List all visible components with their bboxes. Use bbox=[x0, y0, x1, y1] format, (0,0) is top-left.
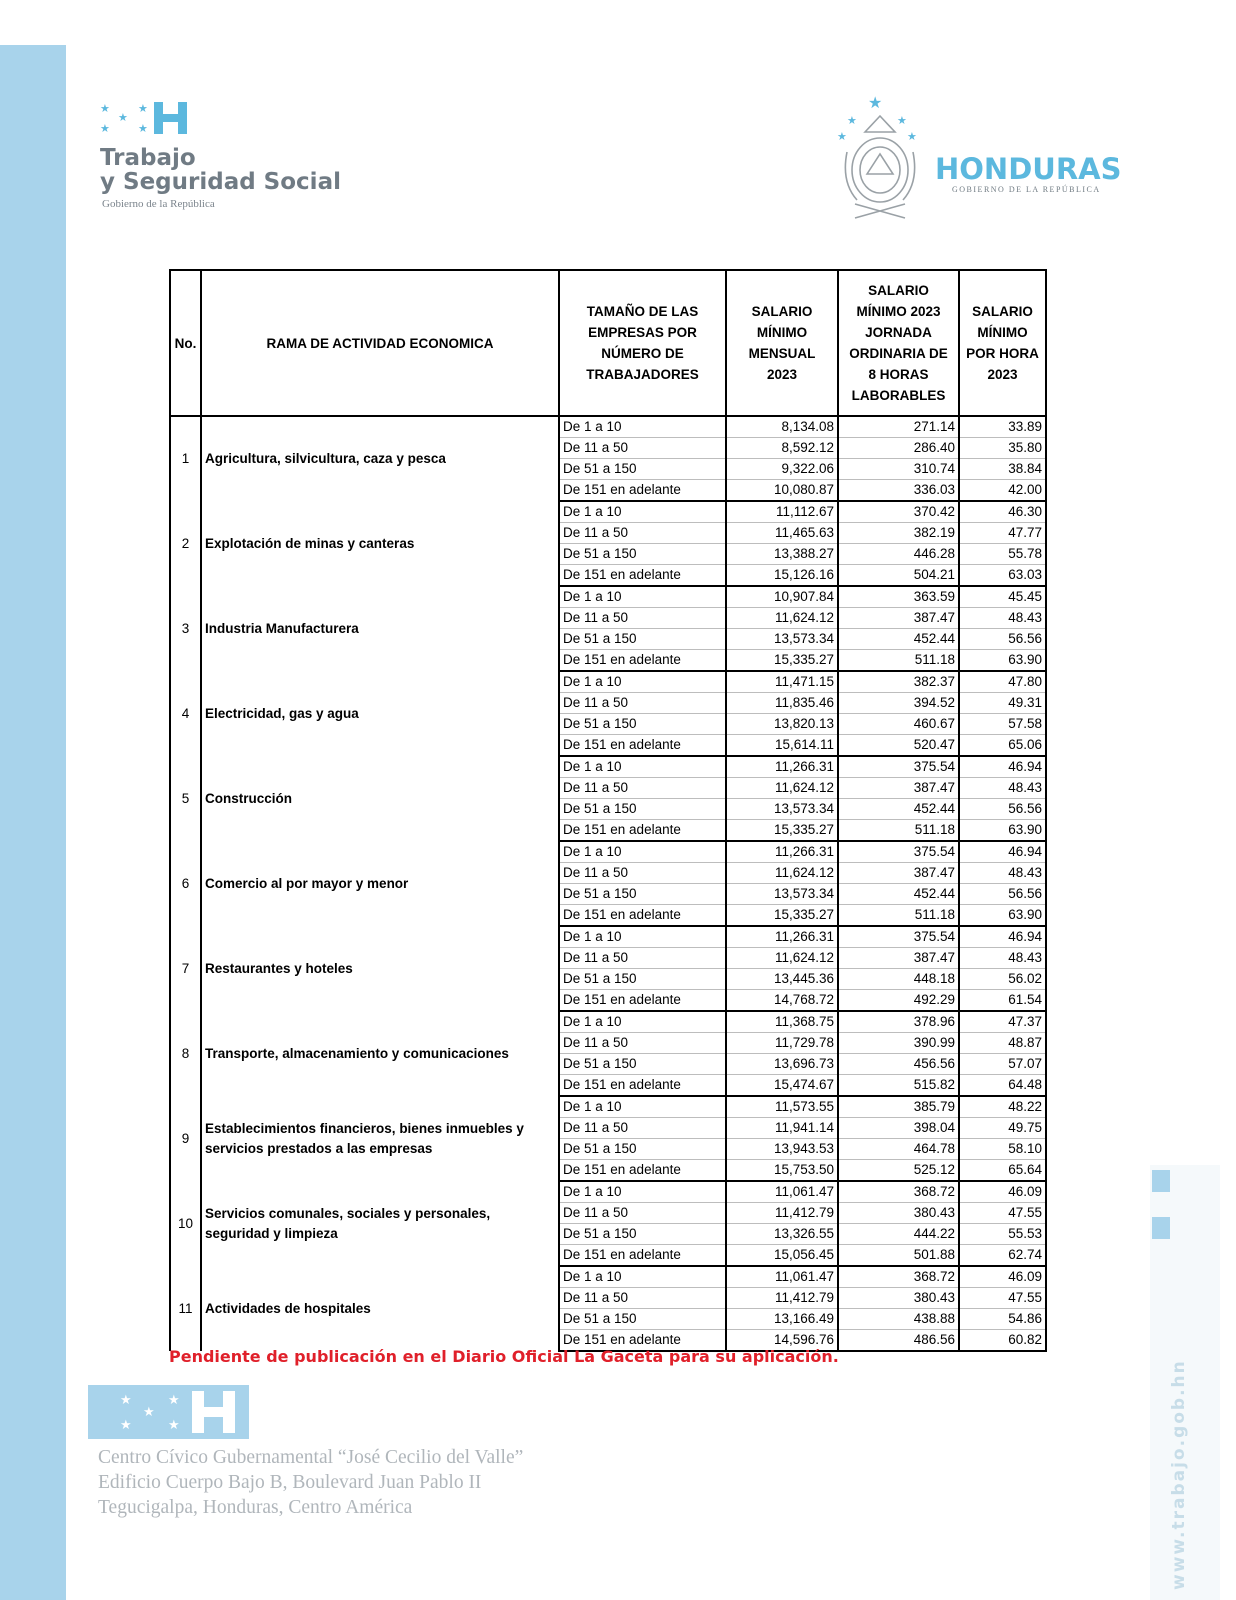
company-size-cell: De 11 a 50 bbox=[559, 608, 726, 629]
monthly-wage-cell: 15,474.67 bbox=[726, 1075, 838, 1097]
company-size-cell: De 51 a 150 bbox=[559, 799, 726, 820]
monthly-wage-cell: 11,624.12 bbox=[726, 863, 838, 884]
hourly-wage-cell: 60.82 bbox=[959, 1330, 1046, 1352]
svg-text:★: ★ bbox=[847, 114, 857, 127]
hourly-wage-cell: 65.64 bbox=[959, 1160, 1046, 1182]
hourly-wage-cell: 47.55 bbox=[959, 1288, 1046, 1309]
hourly-wage-cell: 48.87 bbox=[959, 1033, 1046, 1054]
monthly-wage-cell: 13,820.13 bbox=[726, 714, 838, 735]
daily-wage-cell: 520.47 bbox=[838, 735, 959, 757]
header-daily-line: MÍNIMO 2023 bbox=[856, 304, 941, 319]
svg-text:★: ★ bbox=[168, 1418, 180, 1433]
monthly-wage-cell: 11,471.15 bbox=[726, 671, 838, 693]
sector-number: 5 bbox=[170, 756, 201, 841]
daily-wage-cell: 464.78 bbox=[838, 1139, 959, 1160]
header-hourly-line: MÍNIMO bbox=[977, 325, 1028, 340]
company-size-cell: De 151 en adelante bbox=[559, 565, 726, 587]
header-daily-line: SALARIO bbox=[868, 283, 929, 298]
company-size-cell: De 11 a 50 bbox=[559, 523, 726, 544]
header-size-line: NÚMERO DE bbox=[601, 346, 684, 361]
company-size-cell: De 51 a 150 bbox=[559, 459, 726, 480]
hourly-wage-cell: 56.56 bbox=[959, 884, 1046, 905]
monthly-wage-cell: 11,266.31 bbox=[726, 756, 838, 778]
sector-number: 2 bbox=[170, 501, 201, 586]
svg-text:★: ★ bbox=[907, 130, 917, 143]
header-size-line: TRABAJADORES bbox=[586, 367, 699, 382]
company-size-cell: De 51 a 150 bbox=[559, 969, 726, 990]
company-size-cell: De 51 a 150 bbox=[559, 714, 726, 735]
table-row bbox=[170, 1096, 1046, 1118]
hourly-wage-cell: 47.37 bbox=[959, 1011, 1046, 1033]
table-row bbox=[170, 1181, 1046, 1203]
table-header-row bbox=[170, 270, 1046, 416]
daily-wage-cell: 286.40 bbox=[838, 438, 959, 459]
company-size-cell: De 1 a 10 bbox=[559, 501, 726, 523]
header-monthly-line: 2023 bbox=[766, 367, 798, 382]
monthly-wage-cell: 15,056.45 bbox=[726, 1245, 838, 1267]
monthly-wage-cell: 15,126.16 bbox=[726, 565, 838, 587]
ministry-name bbox=[100, 146, 341, 194]
hourly-wage-cell: 33.89 bbox=[959, 416, 1046, 438]
daily-wage-cell: 398.04 bbox=[838, 1118, 959, 1139]
svg-text:★: ★ bbox=[138, 102, 148, 115]
hourly-wage-cell: 55.53 bbox=[959, 1224, 1046, 1245]
sector-number: 6 bbox=[170, 841, 201, 926]
hourly-wage-cell: 57.58 bbox=[959, 714, 1046, 735]
header-size-line: TAMAÑO DE LAS bbox=[586, 304, 699, 319]
sector-name: Industria Manufacturera bbox=[201, 586, 559, 671]
hourly-wage-cell: 38.84 bbox=[959, 459, 1046, 480]
svg-text:★: ★ bbox=[143, 1405, 155, 1420]
company-size-cell: De 11 a 50 bbox=[559, 863, 726, 884]
daily-wage-cell: 363.59 bbox=[838, 586, 959, 608]
daily-wage-cell: 515.82 bbox=[838, 1075, 959, 1097]
sector-name: Comercio al por mayor y menor bbox=[201, 841, 559, 926]
monthly-wage-cell: 10,080.87 bbox=[726, 480, 838, 502]
company-size-cell: De 151 en adelante bbox=[559, 735, 726, 757]
header-monthly-line: MENSUAL bbox=[748, 346, 816, 361]
company-size-cell: De 1 a 10 bbox=[559, 841, 726, 863]
decor-square bbox=[1152, 1217, 1170, 1239]
footer-emblem bbox=[88, 1385, 249, 1439]
country-name: HONDURAS bbox=[935, 152, 1122, 186]
svg-text:★: ★ bbox=[120, 1393, 132, 1408]
header-size bbox=[559, 270, 726, 416]
monthly-wage-cell: 14,768.72 bbox=[726, 990, 838, 1012]
company-size-cell: De 11 a 50 bbox=[559, 1118, 726, 1139]
monthly-wage-cell: 11,835.46 bbox=[726, 693, 838, 714]
ministry-name-line1: Trabajo bbox=[100, 145, 196, 171]
company-size-cell: De 1 a 10 bbox=[559, 586, 726, 608]
monthly-wage-cell: 15,335.27 bbox=[726, 820, 838, 842]
company-size-cell: De 11 a 50 bbox=[559, 693, 726, 714]
daily-wage-cell: 511.18 bbox=[838, 905, 959, 927]
daily-wage-cell: 486.56 bbox=[838, 1330, 959, 1352]
company-size-cell: De 151 en adelante bbox=[559, 1245, 726, 1267]
svg-text:★: ★ bbox=[138, 122, 148, 135]
daily-wage-cell: 271.14 bbox=[838, 416, 959, 438]
sector-name: Actividades de hospitales bbox=[201, 1266, 559, 1351]
hourly-wage-cell: 48.22 bbox=[959, 1096, 1046, 1118]
daily-wage-cell: 380.43 bbox=[838, 1203, 959, 1224]
sector-number: 10 bbox=[170, 1181, 201, 1266]
header-daily-line: 8 HORAS bbox=[868, 367, 929, 382]
hourly-wage-cell: 63.90 bbox=[959, 905, 1046, 927]
table-row bbox=[170, 586, 1046, 608]
sector-number: 1 bbox=[170, 416, 201, 501]
header-rama: RAMA DE ACTIVIDAD ECONOMICA bbox=[201, 270, 559, 416]
hourly-wage-cell: 62.74 bbox=[959, 1245, 1046, 1267]
hourly-wage-cell: 55.78 bbox=[959, 544, 1046, 565]
company-size-cell: De 11 a 50 bbox=[559, 778, 726, 799]
company-size-cell: De 51 a 150 bbox=[559, 1139, 726, 1160]
daily-wage-cell: 394.52 bbox=[838, 693, 959, 714]
monthly-wage-cell: 11,061.47 bbox=[726, 1181, 838, 1203]
ministry-name-line2: y Seguridad Social bbox=[100, 169, 341, 195]
monthly-wage-cell: 11,729.78 bbox=[726, 1033, 838, 1054]
monthly-wage-cell: 11,573.55 bbox=[726, 1096, 838, 1118]
daily-wage-cell: 438.88 bbox=[838, 1309, 959, 1330]
header-monthly bbox=[726, 270, 838, 416]
hourly-wage-cell: 54.86 bbox=[959, 1309, 1046, 1330]
daily-wage-cell: 511.18 bbox=[838, 650, 959, 672]
daily-wage-cell: 492.29 bbox=[838, 990, 959, 1012]
hourly-wage-cell: 48.43 bbox=[959, 608, 1046, 629]
monthly-wage-cell: 11,112.67 bbox=[726, 501, 838, 523]
company-size-cell: De 151 en adelante bbox=[559, 1330, 726, 1352]
monthly-wage-cell: 13,573.34 bbox=[726, 884, 838, 905]
sector-name: Establecimientos financieros, bienes inmuebles y servicios prestados a las empresas bbox=[201, 1096, 559, 1181]
hourly-wage-cell: 46.09 bbox=[959, 1266, 1046, 1288]
hourly-wage-cell: 57.07 bbox=[959, 1054, 1046, 1075]
table-row bbox=[170, 1011, 1046, 1033]
hourly-wage-cell: 45.45 bbox=[959, 586, 1046, 608]
hourly-wage-cell: 46.94 bbox=[959, 926, 1046, 948]
svg-text:★: ★ bbox=[100, 102, 110, 115]
hourly-wage-cell: 48.43 bbox=[959, 863, 1046, 884]
footer-address bbox=[98, 1445, 523, 1520]
sector-name: Agricultura, silvicultura, caza y pesca bbox=[201, 416, 559, 501]
monthly-wage-cell: 8,592.12 bbox=[726, 438, 838, 459]
hourly-wage-cell: 47.55 bbox=[959, 1203, 1046, 1224]
monthly-wage-cell: 11,266.31 bbox=[726, 926, 838, 948]
coat-of-arms-icon bbox=[835, 92, 925, 224]
hourly-wage-cell: 47.77 bbox=[959, 523, 1046, 544]
hourly-wage-cell: 56.56 bbox=[959, 799, 1046, 820]
daily-wage-cell: 452.44 bbox=[838, 629, 959, 650]
sector-number: 4 bbox=[170, 671, 201, 756]
daily-wage-cell: 452.44 bbox=[838, 799, 959, 820]
monthly-wage-cell: 11,368.75 bbox=[726, 1011, 838, 1033]
header-daily-line: LABORABLES bbox=[851, 388, 946, 403]
sector-name: Restaurantes y hoteles bbox=[201, 926, 559, 1011]
hourly-wage-cell: 63.03 bbox=[959, 565, 1046, 587]
monthly-wage-cell: 11,061.47 bbox=[726, 1266, 838, 1288]
company-size-cell: De 151 en adelante bbox=[559, 1160, 726, 1182]
stars-h-emblem-icon bbox=[88, 1385, 249, 1439]
monthly-wage-cell: 13,573.34 bbox=[726, 799, 838, 820]
svg-text:★: ★ bbox=[837, 130, 847, 143]
daily-wage-cell: 382.37 bbox=[838, 671, 959, 693]
table-row bbox=[170, 501, 1046, 523]
daily-wage-cell: 368.72 bbox=[838, 1266, 959, 1288]
monthly-wage-cell: 15,335.27 bbox=[726, 905, 838, 927]
hourly-wage-cell: 63.90 bbox=[959, 820, 1046, 842]
daily-wage-cell: 390.99 bbox=[838, 1033, 959, 1054]
publication-note: Pendiente de publicación en el Diario Oficial La Gaceta para su aplicación. bbox=[169, 1347, 839, 1366]
company-size-cell: De 1 a 10 bbox=[559, 1011, 726, 1033]
company-size-cell: De 51 a 150 bbox=[559, 1224, 726, 1245]
daily-wage-cell: 336.03 bbox=[838, 480, 959, 502]
svg-text:★: ★ bbox=[100, 122, 110, 135]
monthly-wage-cell: 13,326.55 bbox=[726, 1224, 838, 1245]
svg-text:★: ★ bbox=[118, 111, 128, 124]
svg-text:★: ★ bbox=[897, 114, 907, 127]
daily-wage-cell: 375.54 bbox=[838, 841, 959, 863]
daily-wage-cell: 378.96 bbox=[838, 1011, 959, 1033]
daily-wage-cell: 456.56 bbox=[838, 1054, 959, 1075]
monthly-wage-cell: 11,624.12 bbox=[726, 948, 838, 969]
table-body bbox=[170, 416, 1046, 1351]
company-size-cell: De 1 a 10 bbox=[559, 1096, 726, 1118]
monthly-wage-cell: 11,624.12 bbox=[726, 778, 838, 799]
monthly-wage-cell: 13,943.53 bbox=[726, 1139, 838, 1160]
sector-number: 7 bbox=[170, 926, 201, 1011]
daily-wage-cell: 368.72 bbox=[838, 1181, 959, 1203]
table-row bbox=[170, 416, 1046, 438]
company-size-cell: De 51 a 150 bbox=[559, 1054, 726, 1075]
monthly-wage-cell: 15,335.27 bbox=[726, 650, 838, 672]
monthly-wage-cell: 15,753.50 bbox=[726, 1160, 838, 1182]
stars-h-emblem-icon bbox=[100, 100, 195, 140]
monthly-wage-cell: 13,573.34 bbox=[726, 629, 838, 650]
company-size-cell: De 151 en adelante bbox=[559, 480, 726, 502]
daily-wage-cell: 444.22 bbox=[838, 1224, 959, 1245]
hourly-wage-cell: 56.56 bbox=[959, 629, 1046, 650]
hourly-wage-cell: 65.06 bbox=[959, 735, 1046, 757]
ministry-logo bbox=[100, 100, 400, 215]
hourly-wage-cell: 46.09 bbox=[959, 1181, 1046, 1203]
address-line: Tegucigalpa, Honduras, Centro América bbox=[98, 1497, 413, 1518]
daily-wage-cell: 525.12 bbox=[838, 1160, 959, 1182]
daily-wage-cell: 375.54 bbox=[838, 756, 959, 778]
daily-wage-cell: 504.21 bbox=[838, 565, 959, 587]
company-size-cell: De 51 a 150 bbox=[559, 884, 726, 905]
monthly-wage-cell: 13,388.27 bbox=[726, 544, 838, 565]
minimum-wage-table bbox=[169, 269, 1047, 1352]
header-monthly-line: MÍNIMO bbox=[756, 325, 808, 340]
company-size-cell: De 51 a 150 bbox=[559, 1309, 726, 1330]
hourly-wage-cell: 46.94 bbox=[959, 841, 1046, 863]
table-row bbox=[170, 841, 1046, 863]
company-size-cell: De 11 a 50 bbox=[559, 1203, 726, 1224]
table-row bbox=[170, 756, 1046, 778]
company-size-cell: De 151 en adelante bbox=[559, 990, 726, 1012]
hourly-wage-cell: 47.80 bbox=[959, 671, 1046, 693]
header-monthly-line: SALARIO bbox=[751, 304, 813, 319]
daily-wage-cell: 310.74 bbox=[838, 459, 959, 480]
company-size-cell: De 11 a 50 bbox=[559, 438, 726, 459]
hourly-wage-cell: 35.80 bbox=[959, 438, 1046, 459]
company-size-cell: De 151 en adelante bbox=[559, 1075, 726, 1097]
company-size-cell: De 11 a 50 bbox=[559, 948, 726, 969]
daily-wage-cell: 446.28 bbox=[838, 544, 959, 565]
daily-wage-cell: 387.47 bbox=[838, 863, 959, 884]
company-size-cell: De 1 a 10 bbox=[559, 926, 726, 948]
monthly-wage-cell: 10,907.84 bbox=[726, 586, 838, 608]
monthly-wage-cell: 11,941.14 bbox=[726, 1118, 838, 1139]
monthly-wage-cell: 11,412.79 bbox=[726, 1288, 838, 1309]
header-daily-line: ORDINARIA DE bbox=[849, 346, 948, 361]
daily-wage-cell: 385.79 bbox=[838, 1096, 959, 1118]
hourly-wage-cell: 56.02 bbox=[959, 969, 1046, 990]
company-size-cell: De 151 en adelante bbox=[559, 650, 726, 672]
address-line: Centro Cívico Gubernamental “José Cecilio del Valle” bbox=[98, 1447, 524, 1468]
monthly-wage-cell: 9,322.06 bbox=[726, 459, 838, 480]
hourly-wage-cell: 49.31 bbox=[959, 693, 1046, 714]
monthly-wage-cell: 15,614.11 bbox=[726, 735, 838, 757]
sector-number: 8 bbox=[170, 1011, 201, 1096]
sector-name: Servicios comunales, sociales y personales, seguridad y limpieza bbox=[201, 1181, 559, 1266]
decor-square bbox=[1152, 1170, 1170, 1192]
website-url: www.trabajo.gob.hn bbox=[1169, 1359, 1189, 1590]
company-size-cell: De 51 a 150 bbox=[559, 629, 726, 650]
daily-wage-cell: 387.47 bbox=[838, 608, 959, 629]
monthly-wage-cell: 8,134.08 bbox=[726, 416, 838, 438]
sector-name: Electricidad, gas y agua bbox=[201, 671, 559, 756]
daily-wage-cell: 387.47 bbox=[838, 778, 959, 799]
daily-wage-cell: 501.88 bbox=[838, 1245, 959, 1267]
hourly-wage-cell: 61.54 bbox=[959, 990, 1046, 1012]
company-size-cell: De 151 en adelante bbox=[559, 905, 726, 927]
hourly-wage-cell: 48.43 bbox=[959, 778, 1046, 799]
table-row bbox=[170, 1266, 1046, 1288]
monthly-wage-cell: 11,465.63 bbox=[726, 523, 838, 544]
government-subtitle: GOBIERNO DE LA REPÚBLICA bbox=[952, 185, 1101, 194]
company-size-cell: De 1 a 10 bbox=[559, 416, 726, 438]
daily-wage-cell: 460.67 bbox=[838, 714, 959, 735]
honduras-government-logo bbox=[835, 92, 1122, 227]
daily-wage-cell: 448.18 bbox=[838, 969, 959, 990]
monthly-wage-cell: 13,166.49 bbox=[726, 1309, 838, 1330]
table-row bbox=[170, 926, 1046, 948]
sector-number: 9 bbox=[170, 1096, 201, 1181]
table-row bbox=[170, 671, 1046, 693]
header-no: No. bbox=[170, 270, 201, 416]
address-line: Edificio Cuerpo Bajo B, Boulevard Juan Pablo II bbox=[98, 1472, 482, 1493]
hourly-wage-cell: 46.94 bbox=[959, 756, 1046, 778]
company-size-cell: De 1 a 10 bbox=[559, 756, 726, 778]
sector-name: Explotación de minas y canteras bbox=[201, 501, 559, 586]
monthly-wage-cell: 11,266.31 bbox=[726, 841, 838, 863]
monthly-wage-cell: 13,696.73 bbox=[726, 1054, 838, 1075]
monthly-wage-cell: 13,445.36 bbox=[726, 969, 838, 990]
hourly-wage-cell: 49.75 bbox=[959, 1118, 1046, 1139]
header-daily-line: JORNADA bbox=[865, 325, 932, 340]
daily-wage-cell: 452.44 bbox=[838, 884, 959, 905]
daily-wage-cell: 511.18 bbox=[838, 820, 959, 842]
ministry-subtitle: Gobierno de la República bbox=[102, 198, 215, 210]
company-size-cell: De 1 a 10 bbox=[559, 671, 726, 693]
sector-name: Construcción bbox=[201, 756, 559, 841]
monthly-wage-cell: 11,624.12 bbox=[726, 608, 838, 629]
left-decorative-band bbox=[0, 45, 66, 1600]
company-size-cell: De 11 a 50 bbox=[559, 1033, 726, 1054]
hourly-wage-cell: 64.48 bbox=[959, 1075, 1046, 1097]
header-daily bbox=[838, 270, 959, 416]
header-hourly-line: POR HORA bbox=[966, 346, 1039, 361]
hourly-wage-cell: 58.10 bbox=[959, 1139, 1046, 1160]
header-hourly-line: 2023 bbox=[987, 367, 1018, 382]
svg-text:★: ★ bbox=[868, 93, 883, 112]
company-size-cell: De 151 en adelante bbox=[559, 820, 726, 842]
hourly-wage-cell: 48.43 bbox=[959, 948, 1046, 969]
daily-wage-cell: 375.54 bbox=[838, 926, 959, 948]
monthly-wage-cell: 14,596.76 bbox=[726, 1330, 838, 1352]
header-size-line: EMPRESAS POR bbox=[588, 325, 697, 340]
sector-number: 11 bbox=[170, 1266, 201, 1351]
hourly-wage-cell: 63.90 bbox=[959, 650, 1046, 672]
sector-number: 3 bbox=[170, 586, 201, 671]
monthly-wage-cell: 11,412.79 bbox=[726, 1203, 838, 1224]
svg-text:★: ★ bbox=[120, 1418, 132, 1433]
svg-text:★: ★ bbox=[168, 1393, 180, 1408]
company-size-cell: De 1 a 10 bbox=[559, 1266, 726, 1288]
company-size-cell: De 51 a 150 bbox=[559, 544, 726, 565]
hourly-wage-cell: 46.30 bbox=[959, 501, 1046, 523]
daily-wage-cell: 380.43 bbox=[838, 1288, 959, 1309]
header-hourly bbox=[959, 270, 1046, 416]
sector-name: Transporte, almacenamiento y comunicaciones bbox=[201, 1011, 559, 1096]
daily-wage-cell: 382.19 bbox=[838, 523, 959, 544]
daily-wage-cell: 370.42 bbox=[838, 501, 959, 523]
company-size-cell: De 1 a 10 bbox=[559, 1181, 726, 1203]
company-size-cell: De 11 a 50 bbox=[559, 1288, 726, 1309]
daily-wage-cell: 387.47 bbox=[838, 948, 959, 969]
hourly-wage-cell: 42.00 bbox=[959, 480, 1046, 502]
header-hourly-line: SALARIO bbox=[972, 304, 1033, 319]
